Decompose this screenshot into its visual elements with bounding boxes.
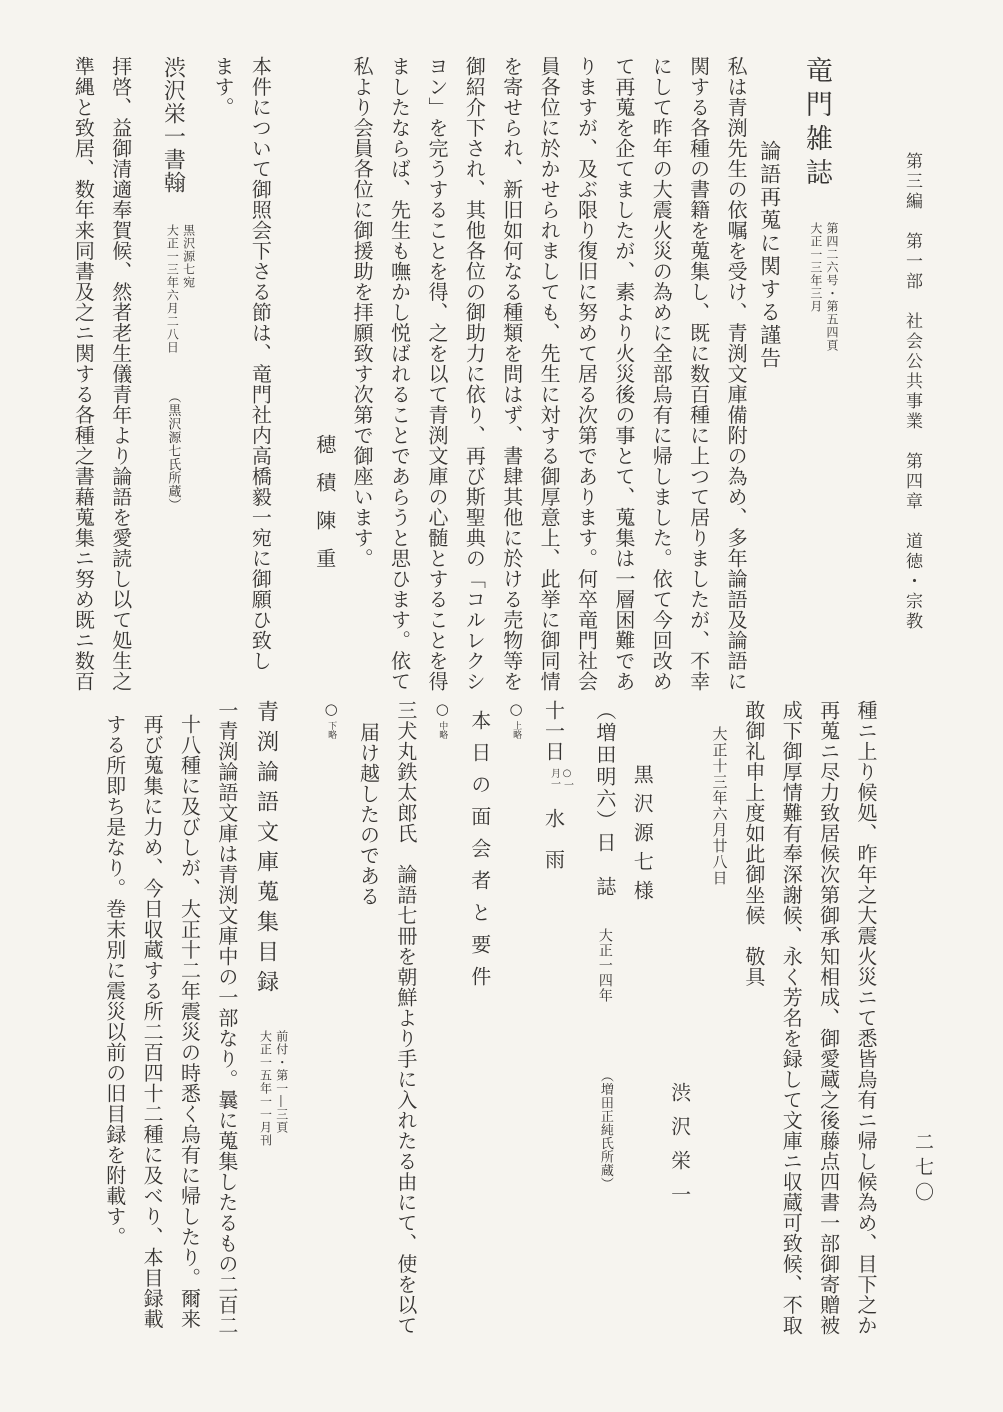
notice-body-line-4: て再蒐を企てましたが、素より火災後の事とて、蒐集は一層困難であ (611, 56, 636, 692)
letter-closing-date: 大正十三年六月廿八日 (710, 726, 729, 886)
notice-body-line-8: 御紹介下され、其他各位の御助力に依り、再び斯聖典の「コルレクシ (462, 56, 487, 692)
notice-body-line-5: りますが、及ぶ限り復旧に努めて居る次第であります。何卒竜門社会 (574, 56, 599, 692)
letter-heading: 渋沢栄一書翰 (160, 56, 186, 194)
upper-text-block (57, 56, 850, 696)
ellipsis-circle-icon: ○ (433, 700, 452, 719)
letter-body-line-2: 準縄と致居、数年来同書及之ニ関する各種之書藉蒐集ニ努め既ニ数百 (71, 56, 96, 692)
ellipsis-marker-mid (431, 700, 453, 1340)
ellipsis-marker-top (505, 700, 527, 1340)
letter-addressee: 黒沢源七様 (630, 764, 655, 909)
journal-issue-line: 第四二六号・第五四頁 (825, 222, 839, 352)
notice-body-line-9: ヨン」を完うすることを得、之を以て青渕文庫の心髄とすることを得 (424, 56, 449, 692)
lower-text-block (88, 700, 877, 1340)
diary-entry-weather: 水 雨 (541, 807, 566, 869)
letter-body-line-6: 敢御礼申上度如此御坐候 敬具 (741, 700, 766, 987)
diary-entry-date: 十一日 (541, 700, 566, 762)
letter-date-note: 大正一三年六月二八日 (165, 224, 180, 354)
catalog-body-line-4: する所即ち是なり。巻末別に震災以前の旧目録を附載す。 (102, 714, 127, 1247)
catalog-body-line-2: 十八種に及びしが、大正十二年震災の時悉く烏有に帰したり。爾来 (177, 714, 202, 1329)
diary-heading: （増田明六）日 誌 (592, 700, 617, 898)
diary-item-line-1: 三犬丸鉄太郎氏 論語七冊を朝鮮より手に入れたる由にて、使を以て (393, 700, 418, 1336)
notice-body-line-2: 関する各種の書籍を蒐集し、既に数百種に上つて居りましたが、不幸 (686, 56, 711, 692)
diary-visitors-line: 本日の面会者と要件 (467, 710, 492, 998)
letter-body-line-4: 再蒐ニ尽力致居候次第御承知相成、御愛蔵之後藤点四書一部御寄贈被 (816, 700, 841, 1336)
letter-recipient-note: 黒沢源七宛 (181, 224, 196, 289)
ellipsis-label: 下略 (326, 720, 337, 739)
catalog-heading-note (257, 1030, 289, 1147)
ellipsis-marker-bottom (320, 700, 342, 1340)
journal-date-line: 大正一三年三月 (808, 222, 823, 313)
diary-year-note: 大正一四年 (596, 928, 613, 1003)
ellipsis-label: 上略 (511, 720, 522, 739)
letter-heading-note (164, 224, 196, 354)
running-head: 第三編 第一部 社会公共事業 第四章 道徳・宗教 (902, 152, 922, 632)
catalog-date-note: 大正一五年一一月刊 (258, 1030, 273, 1147)
section1-title-column (801, 56, 840, 696)
section3-heading-column (593, 700, 615, 1340)
hozumi-signature: 穂積陳重 (312, 434, 337, 586)
diary-date-note-line: ○一 (561, 767, 573, 790)
letter-body-line-1: 拝啓、益御清適奉賀候、然者老生儀青年より論語を愛読し以て処生之 (108, 56, 133, 692)
diary-ownership-note: （増田正純氏所蔵） (597, 1069, 613, 1191)
notice-body-line-7: を寄せられ、新旧如何なる種類を問はず、書肆其他に於ける売物等を (499, 56, 524, 692)
notice-body-line-3: にして昨年の大震火災の為めに全部烏有に帰しました。依て今回改め (649, 56, 674, 692)
notice-body-line-11: 私より会員各位に御援助を拝願致す次第で御座います。 (350, 56, 375, 569)
journal-issue-note (808, 222, 840, 352)
shibusawa-signature: 渋沢栄一 (667, 1082, 692, 1218)
page-number: 二七〇 (912, 1132, 934, 1207)
diary-date-note-line: 月一 (548, 767, 560, 789)
catalog-body-line-3: 再び蒐集に力め、今日収蔵する所二百四十二種に及べり、本目録載 (140, 714, 165, 1329)
journal-title: 竜門雑誌 (800, 56, 832, 192)
ellipsis-label: 中略 (437, 720, 448, 739)
letter-body-line-5: 成下御厚情難有奉深謝候、永く芳名を録して文庫ニ収蔵可致候、不取 (779, 700, 804, 1336)
notice-subtitle: 論語再蒐に関する謹告 (757, 140, 782, 370)
catalog-heading: 青渕論語文庫蒐集目録 (253, 700, 279, 1000)
letter-body-line-3: 種ニ上り候処、昨年之大震火災ニて悉皆烏有ニ帰し候為め、目下之か (854, 700, 878, 1336)
ellipsis-circle-icon: ○ (322, 700, 341, 719)
catalog-body-line-1: 一青渕論語文庫は青渕文庫中の一部なり。曩に蒐集したるもの二百二 (214, 700, 239, 1336)
catalog-pages-note: 前付・第一―三頁 (274, 1030, 289, 1134)
notice-body-line-10: ましたならば、先生も嘸かし悦ばれることであらうと思ひます。依て (387, 56, 412, 692)
diary-item-line-2: 届け越したのである (356, 722, 381, 907)
section2-heading-column (160, 56, 197, 696)
notice-body-line-6: 員各位に於かせられましても、先生に対する御厚意上、此挙に御同情 (537, 56, 562, 692)
ellipsis-circle-icon: ○ (507, 700, 526, 719)
notice-body-line-1: 私は青渕先生の依嘱を受け、青渕文庫備附の為め、多年論語及論語に (724, 56, 749, 692)
section4-heading-column (253, 700, 290, 1340)
contact-note-line-1: 本件について御照会下さる節は、竜門社内高橋毅一宛に御願ひ致し (248, 56, 273, 671)
letter-ownership-note: （黒沢源七氏所蔵） (165, 390, 181, 512)
diary-entry-date-note (547, 768, 573, 790)
contact-note-line-2: ます。 (210, 56, 235, 118)
diary-entry-column (542, 700, 573, 1340)
